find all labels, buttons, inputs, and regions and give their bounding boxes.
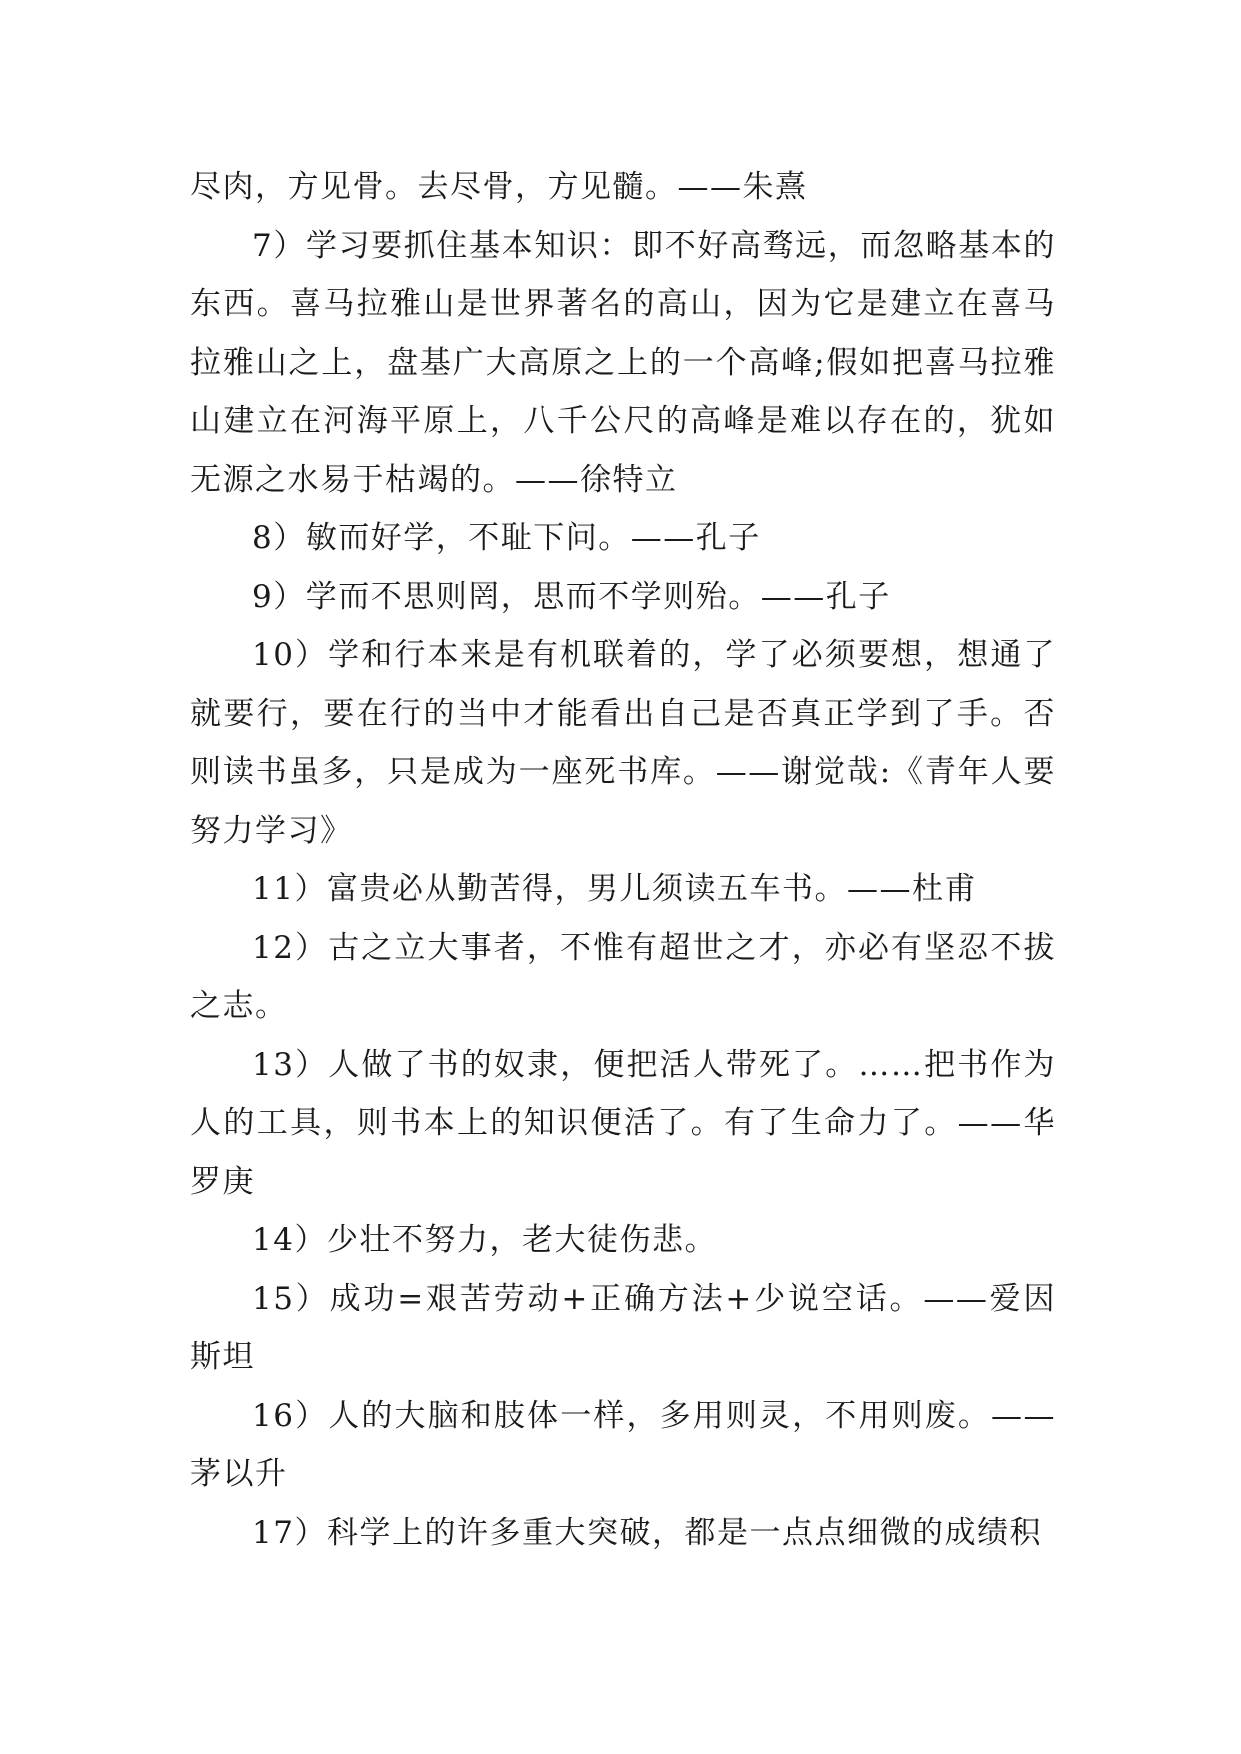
document-body <box>190 158 1056 1562</box>
paragraph-9: 14）少壮不努力，老大徒伤悲。 <box>252 1222 717 1258</box>
paragraph-3: 8）敏而好学，不耻下问。——孔子 <box>252 520 761 556</box>
paragraph-5: 10）学和行本来是有机联着的，学了必须要想，想通了就要行，要在行的当中才能看出自己是否真正学到了手。否则读书虽多，只是成为一座死书库。——谢觉哉:《青年人要努力学习》 <box>190 637 1056 849</box>
paragraph-10: 15）成功=艰苦劳动+正确方法+少说空话。——爱因斯坦 <box>190 1280 1056 1375</box>
paragraph-2: 7）学习要抓住基本知识：即不好高骛远，而忽略基本的东西。喜马拉雅山是世界著名的高山，因为它是建立在喜马拉雅山之上，盘基广大高原之上的一个高峰;假如把喜马拉雅山建立在河海平原上，八千公尺的高峰是难以存在的，犹如无源之水易于枯竭的。——徐特立 <box>190 227 1056 498</box>
paragraph-12: 17）科学上的许多重大突破，都是一点点细微的成绩积 <box>252 1514 1042 1551</box>
paragraph-4: 9）学而不思则罔，思而不学则殆。——孔子 <box>252 578 891 615</box>
paragraph-7: 12）古之立大事者，不惟有超世之才，亦必有坚忍不拔之志。 <box>190 929 1056 1024</box>
paragraph-8: 13）人做了书的奴隶，便把活人带死了。……把书作为人的工具，则书本上的知识便活了。有了生命力了。——华罗庚 <box>190 1046 1056 1200</box>
paragraph-1: 尽肉，方见骨。去尽骨，方见髓。——朱熹 <box>190 169 808 205</box>
paragraph-6: 11）富贵必从勤苦得，男儿须读五车书。——杜甫 <box>252 871 977 907</box>
paragraph-11: 16）人的大脑和肢体一样，多用则灵，不用则废。——茅以升 <box>190 1397 1056 1492</box>
